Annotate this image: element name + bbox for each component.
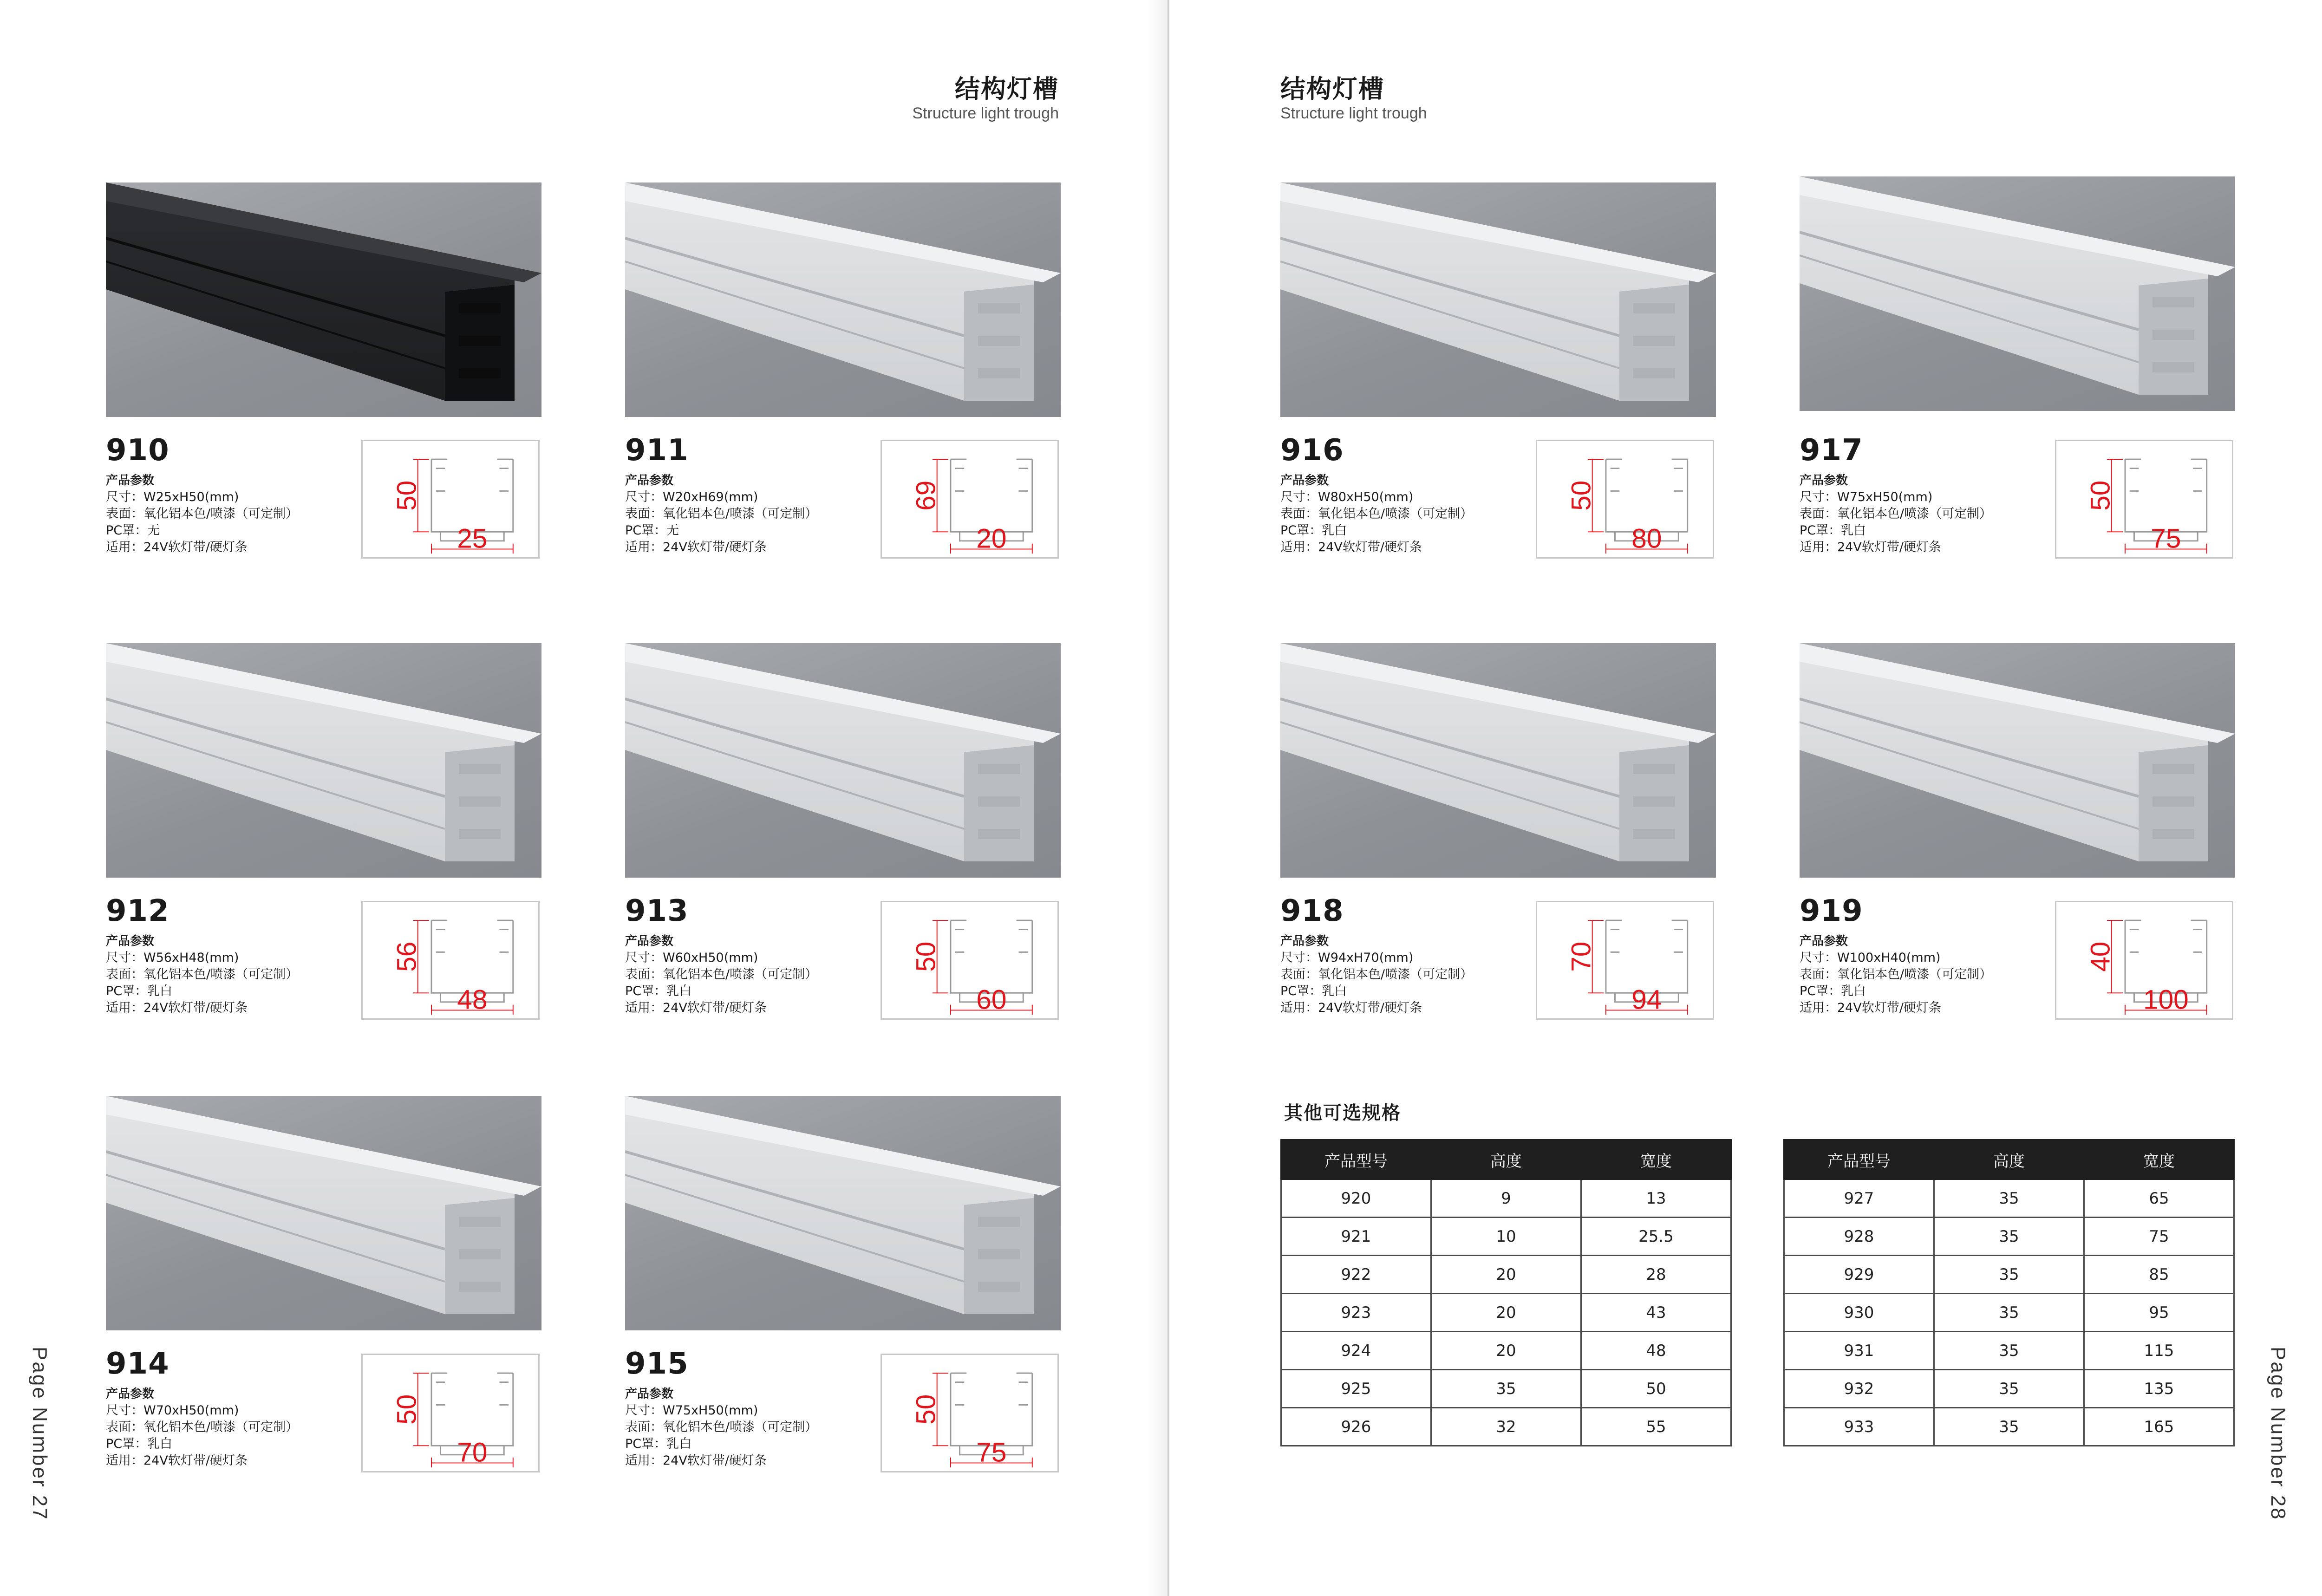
profile-drawing [881, 1354, 1059, 1472]
cell-model: 924 [1281, 1332, 1431, 1370]
dimension-width-label: 80 [1631, 523, 1662, 554]
profile-drawing [1536, 440, 1714, 559]
cell-width: 50 [1581, 1370, 1731, 1408]
cell-model: 925 [1281, 1370, 1431, 1408]
cell-height: 32 [1431, 1408, 1581, 1446]
product-model-number: 914 [106, 1347, 170, 1381]
product-photo [106, 182, 541, 417]
table-row [1784, 1370, 2234, 1408]
col-height-header: 高度 [1431, 1140, 1581, 1179]
col-height-header: 高度 [1934, 1140, 2084, 1179]
cell-model: 929 [1784, 1256, 1934, 1294]
cell-model: 933 [1784, 1408, 1934, 1446]
product-photo [1280, 182, 1716, 417]
spec-surface: 表面：氧化铝本色/喷漆（可定制） [106, 1420, 299, 1434]
dimension-width-label: 94 [1631, 984, 1662, 1015]
dimension-height-label: 50 [391, 480, 422, 511]
cell-model: 920 [1281, 1179, 1431, 1218]
table-row [1784, 1218, 2234, 1256]
spec-cover: PC罩：乳白 [1280, 523, 1347, 538]
cell-model: 926 [1281, 1408, 1431, 1446]
cell-height: 35 [1431, 1370, 1581, 1408]
book-spine [1168, 0, 1169, 1596]
dimension-height-label: 50 [391, 1394, 422, 1425]
spec-size: 尺寸：W60xH50(mm) [625, 951, 758, 965]
cell-height: 20 [1431, 1332, 1581, 1370]
dimension-width-label: 48 [457, 984, 488, 1015]
specs-title: 产品参数 [1280, 934, 1329, 948]
page-number-left: Page Number 27 [28, 1347, 51, 1521]
profile-drawing [1536, 901, 1714, 1020]
profile-drawing [881, 901, 1059, 1020]
product-model-number: 911 [625, 433, 689, 468]
profile-drawing [2055, 901, 2233, 1020]
profile-drawing [361, 901, 540, 1020]
cell-width: 135 [2084, 1370, 2234, 1408]
table-header-row [1281, 1140, 1731, 1179]
spec-size: 尺寸：W75xH50(mm) [625, 1403, 758, 1418]
product-model-number: 910 [106, 433, 170, 468]
spec-surface: 表面：氧化铝本色/喷漆（可定制） [625, 967, 818, 982]
profile-drawing [2055, 440, 2233, 559]
table-row [1281, 1332, 1731, 1370]
page-title: 结构灯槽 [1280, 74, 1384, 104]
cell-width: 43 [1581, 1294, 1731, 1332]
spec-surface: 表面：氧化铝本色/喷漆（可定制） [625, 507, 818, 521]
specs-title: 产品参数 [1800, 474, 1848, 488]
spec-use: 适用：24V软灯带/硬灯条 [1800, 540, 1941, 554]
product-photo [106, 643, 541, 878]
product-model-number: 913 [625, 894, 689, 928]
spec-surface: 表面：氧化铝本色/喷漆（可定制） [1280, 507, 1473, 521]
product-specs [1800, 472, 2060, 556]
spec-cover: PC罩：乳白 [106, 984, 173, 998]
cell-width: 65 [2084, 1179, 2234, 1218]
product-specs [1280, 472, 1540, 556]
spec-use: 适用：24V软灯带/硬灯条 [106, 540, 248, 554]
col-width-header: 宽度 [2084, 1140, 2234, 1179]
spec-use: 适用：24V软灯带/硬灯条 [625, 1453, 767, 1468]
product-model-number: 915 [625, 1347, 689, 1381]
cell-model: 923 [1281, 1294, 1431, 1332]
specs-title: 产品参数 [625, 934, 674, 948]
product-specs [625, 1386, 885, 1469]
other-specs-title: 其他可选规格 [1284, 1102, 1401, 1124]
profile-drawing [361, 1354, 540, 1472]
cell-height: 35 [1934, 1370, 2084, 1408]
table-row [1281, 1179, 1731, 1218]
spec-size: 尺寸：W75xH50(mm) [1800, 490, 1933, 504]
spec-size: 尺寸：W70xH50(mm) [106, 1403, 239, 1418]
specs-title: 产品参数 [625, 474, 674, 488]
spec-use: 适用：24V软灯带/硬灯条 [106, 1001, 248, 1015]
cell-model: 932 [1784, 1370, 1934, 1408]
dimension-width-label: 70 [457, 1437, 488, 1468]
page-title: 结构灯槽 [955, 74, 1059, 104]
product-photo [106, 1096, 541, 1330]
product-specs [1800, 933, 2060, 1016]
spec-cover: PC罩：乳白 [625, 984, 692, 998]
table-row [1784, 1256, 2234, 1294]
specs-title: 产品参数 [1280, 474, 1329, 488]
dimension-height-label: 56 [391, 941, 422, 972]
spine-shadow [1147, 0, 1168, 1596]
specs-title: 产品参数 [106, 1387, 155, 1401]
cell-height: 35 [1934, 1218, 2084, 1256]
dimension-width-label: 100 [2143, 984, 2189, 1015]
product-photo [625, 1096, 1061, 1330]
table-row [1784, 1408, 2234, 1446]
table-header-row [1784, 1140, 2234, 1179]
cell-model: 927 [1784, 1179, 1934, 1218]
spec-surface: 表面：氧化铝本色/喷漆（可定制） [625, 1420, 818, 1434]
cell-width: 95 [2084, 1294, 2234, 1332]
other-specs-table-left [1280, 1139, 1732, 1446]
cell-height: 20 [1431, 1256, 1581, 1294]
cell-width: 25.5 [1581, 1218, 1731, 1256]
table-row [1281, 1294, 1731, 1332]
product-photo [1800, 643, 2235, 878]
product-model-number: 916 [1280, 433, 1344, 468]
page-header-right [1280, 74, 1513, 123]
product-specs [625, 933, 885, 1016]
spec-size: 尺寸：W100xH40(mm) [1800, 951, 1941, 965]
page-subtitle: Structure light trough [912, 104, 1059, 122]
specs-title: 产品参数 [106, 474, 155, 488]
dimension-width-label: 25 [457, 523, 488, 554]
product-photo [625, 182, 1061, 417]
table-row [1784, 1179, 2234, 1218]
cell-model: 931 [1784, 1332, 1934, 1370]
dimension-height-label: 69 [911, 480, 941, 511]
product-photo [625, 643, 1061, 878]
dimension-height-label: 50 [2085, 480, 2116, 511]
page-header-left [873, 74, 1059, 123]
cell-height: 9 [1431, 1179, 1581, 1218]
product-specs [625, 472, 885, 556]
dimension-width-label: 75 [2151, 523, 2181, 554]
dimension-height-label: 70 [1566, 941, 1597, 972]
spec-cover: PC罩：乳白 [625, 1437, 692, 1451]
dimension-width-label: 75 [976, 1437, 1007, 1468]
dimension-height-label: 50 [1566, 480, 1597, 511]
spec-cover: PC罩：无 [106, 523, 160, 538]
cell-width: 115 [2084, 1332, 2234, 1370]
spec-size: 尺寸：W56xH48(mm) [106, 951, 239, 965]
spec-use: 适用：24V软灯带/硬灯条 [625, 1001, 767, 1015]
cell-height: 35 [1934, 1408, 2084, 1446]
spec-use: 适用：24V软灯带/硬灯条 [1280, 540, 1422, 554]
product-specs [106, 472, 366, 556]
product-specs [106, 1386, 366, 1469]
cell-width: 75 [2084, 1218, 2234, 1256]
cell-height: 20 [1431, 1294, 1581, 1332]
specs-title: 产品参数 [106, 934, 155, 948]
table-row [1281, 1256, 1731, 1294]
cell-model: 921 [1281, 1218, 1431, 1256]
spec-cover: PC罩：乳白 [106, 1437, 173, 1451]
dimension-width-label: 60 [976, 984, 1007, 1015]
spec-use: 适用：24V软灯带/硬灯条 [106, 1453, 248, 1468]
cell-height: 10 [1431, 1218, 1581, 1256]
spec-cover: PC罩：乳白 [1280, 984, 1347, 998]
cell-height: 35 [1934, 1256, 2084, 1294]
dimension-height-label: 50 [911, 1394, 941, 1425]
spec-use: 适用：24V软灯带/硬灯条 [1800, 1001, 1941, 1015]
dimension-width-label: 20 [976, 523, 1007, 554]
cell-model: 930 [1784, 1294, 1934, 1332]
spec-size: 尺寸：W25xH50(mm) [106, 490, 239, 504]
product-specs [106, 933, 366, 1016]
spec-surface: 表面：氧化铝本色/喷漆（可定制） [1800, 967, 1992, 982]
product-photo [1800, 176, 2235, 411]
spec-use: 适用：24V软灯带/硬灯条 [1280, 1001, 1422, 1015]
spec-cover: PC罩：乳白 [1800, 523, 1866, 538]
col-model-header: 产品型号 [1281, 1140, 1431, 1179]
table-row [1784, 1332, 2234, 1370]
spec-size: 尺寸：W94xH70(mm) [1280, 951, 1414, 965]
spec-surface: 表面：氧化铝本色/喷漆（可定制） [1280, 967, 1473, 982]
cell-model: 928 [1784, 1218, 1934, 1256]
product-model-number: 919 [1800, 894, 1863, 928]
product-photo [1280, 643, 1716, 878]
spec-surface: 表面：氧化铝本色/喷漆（可定制） [106, 507, 299, 521]
cell-width: 13 [1581, 1179, 1731, 1218]
cell-height: 35 [1934, 1332, 2084, 1370]
dimension-height-label: 40 [2085, 941, 2116, 972]
product-model-number: 917 [1800, 433, 1863, 468]
spec-size: 尺寸：W80xH50(mm) [1280, 490, 1414, 504]
col-width-header: 宽度 [1581, 1140, 1731, 1179]
page-number-right: Page Number 28 [2267, 1347, 2289, 1521]
profile-drawing [361, 440, 540, 559]
table-row [1784, 1294, 2234, 1332]
cell-height: 35 [1934, 1294, 2084, 1332]
cell-width: 55 [1581, 1408, 1731, 1446]
other-specs-table-right [1783, 1139, 2235, 1446]
cell-model: 922 [1281, 1256, 1431, 1294]
spec-surface: 表面：氧化铝本色/喷漆（可定制） [106, 967, 299, 982]
product-specs [1280, 933, 1540, 1016]
cell-width: 165 [2084, 1408, 2234, 1446]
spec-cover: PC罩：乳白 [1800, 984, 1866, 998]
profile-drawing [881, 440, 1059, 559]
spec-use: 适用：24V软灯带/硬灯条 [625, 540, 767, 554]
cell-width: 28 [1581, 1256, 1731, 1294]
col-model-header: 产品型号 [1784, 1140, 1934, 1179]
spec-surface: 表面：氧化铝本色/喷漆（可定制） [1800, 507, 1992, 521]
spec-size: 尺寸：W20xH69(mm) [625, 490, 758, 504]
spec-cover: PC罩：无 [625, 523, 679, 538]
cell-height: 35 [1934, 1179, 2084, 1218]
table-row [1281, 1408, 1731, 1446]
table-row [1281, 1370, 1731, 1408]
product-model-number: 912 [106, 894, 170, 928]
cell-width: 48 [1581, 1332, 1731, 1370]
specs-title: 产品参数 [1800, 934, 1848, 948]
cell-width: 85 [2084, 1256, 2234, 1294]
specs-title: 产品参数 [625, 1387, 674, 1401]
dimension-height-label: 50 [911, 941, 941, 972]
product-model-number: 918 [1280, 894, 1344, 928]
table-row [1281, 1218, 1731, 1256]
page-subtitle: Structure light trough [1280, 104, 1427, 122]
